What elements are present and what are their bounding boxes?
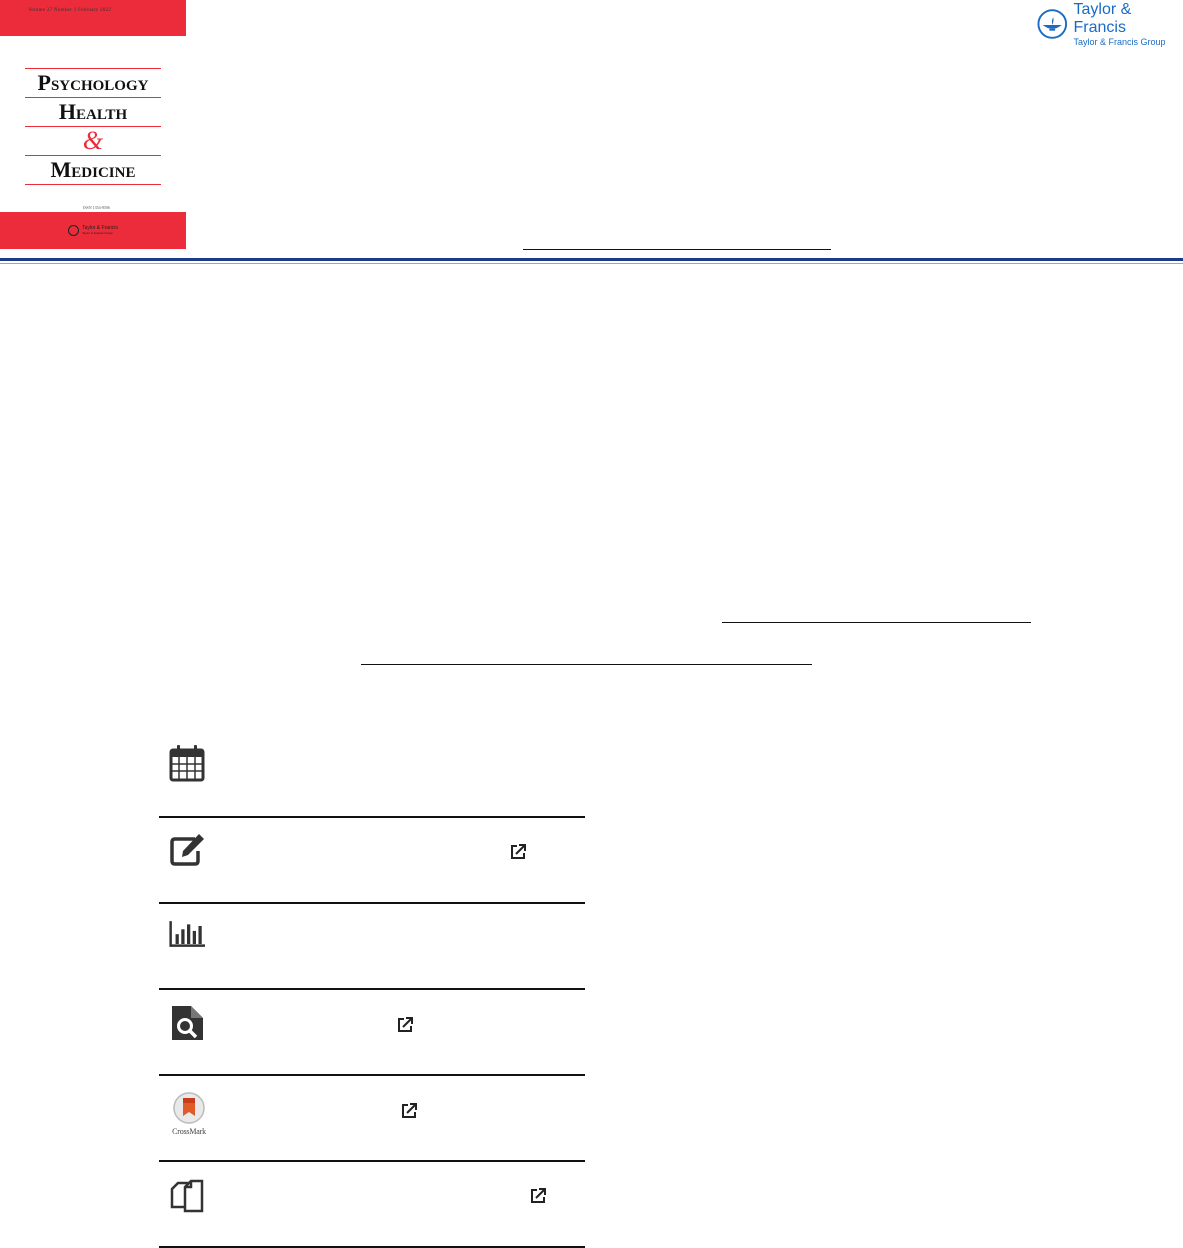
edit-icon	[169, 831, 205, 869]
cover-publisher-icon	[68, 225, 79, 236]
external-link-icon[interactable]	[529, 1187, 547, 1205]
journal-cover[interactable]	[0, 0, 186, 249]
publisher-logo[interactable]	[1037, 1, 1183, 47]
publisher-group: Taylor & Francis Group	[1073, 37, 1166, 47]
crossmark-icon	[172, 1092, 206, 1124]
cover-bottom-band	[0, 212, 186, 249]
cover-issn: ISSN 1354-8506	[83, 205, 111, 210]
lamp-icon	[1037, 8, 1068, 40]
cover-meta: Volume 27 Number 1 February 2022	[28, 8, 112, 13]
cover-title-ampersand: &	[25, 126, 161, 155]
list-item[interactable]	[159, 818, 585, 904]
header-subrule	[0, 263, 1183, 264]
crossmark-badge	[167, 1092, 211, 1136]
list-item[interactable]	[159, 734, 585, 818]
external-link-icon[interactable]	[509, 843, 527, 861]
publisher-logo-text	[1074, 1, 1183, 47]
external-link-icon[interactable]	[400, 1102, 418, 1120]
external-link-icon[interactable]	[396, 1016, 414, 1034]
document-search-icon	[169, 1004, 205, 1042]
cover-title-line: Psychology	[25, 68, 161, 97]
cover-title-line: Health	[25, 97, 161, 126]
cover-top-band	[0, 0, 186, 36]
cover-title-line: Medicine	[25, 155, 161, 185]
cover-publisher-sub: Taylor & Francis Group	[82, 231, 113, 235]
article-info-list	[159, 734, 585, 1248]
list-item[interactable]	[159, 904, 585, 990]
cover-title	[25, 68, 161, 185]
crossmark-label: CrossMark	[172, 1127, 206, 1136]
link-underline[interactable]	[523, 249, 831, 250]
publisher-name: Taylor & Francis	[1073, 1, 1132, 36]
cover-publisher-name: Taylor & Francis	[82, 225, 118, 231]
cover-publisher	[82, 226, 118, 235]
list-item[interactable]	[159, 1162, 585, 1248]
link-underline[interactable]	[722, 622, 1031, 623]
copy-icon	[169, 1177, 205, 1215]
list-item[interactable]	[159, 1076, 585, 1162]
bar-chart-icon	[169, 916, 205, 954]
list-item[interactable]	[159, 990, 585, 1076]
link-underline[interactable]	[361, 664, 812, 665]
header-rule	[0, 258, 1183, 261]
calendar-icon	[169, 744, 205, 782]
